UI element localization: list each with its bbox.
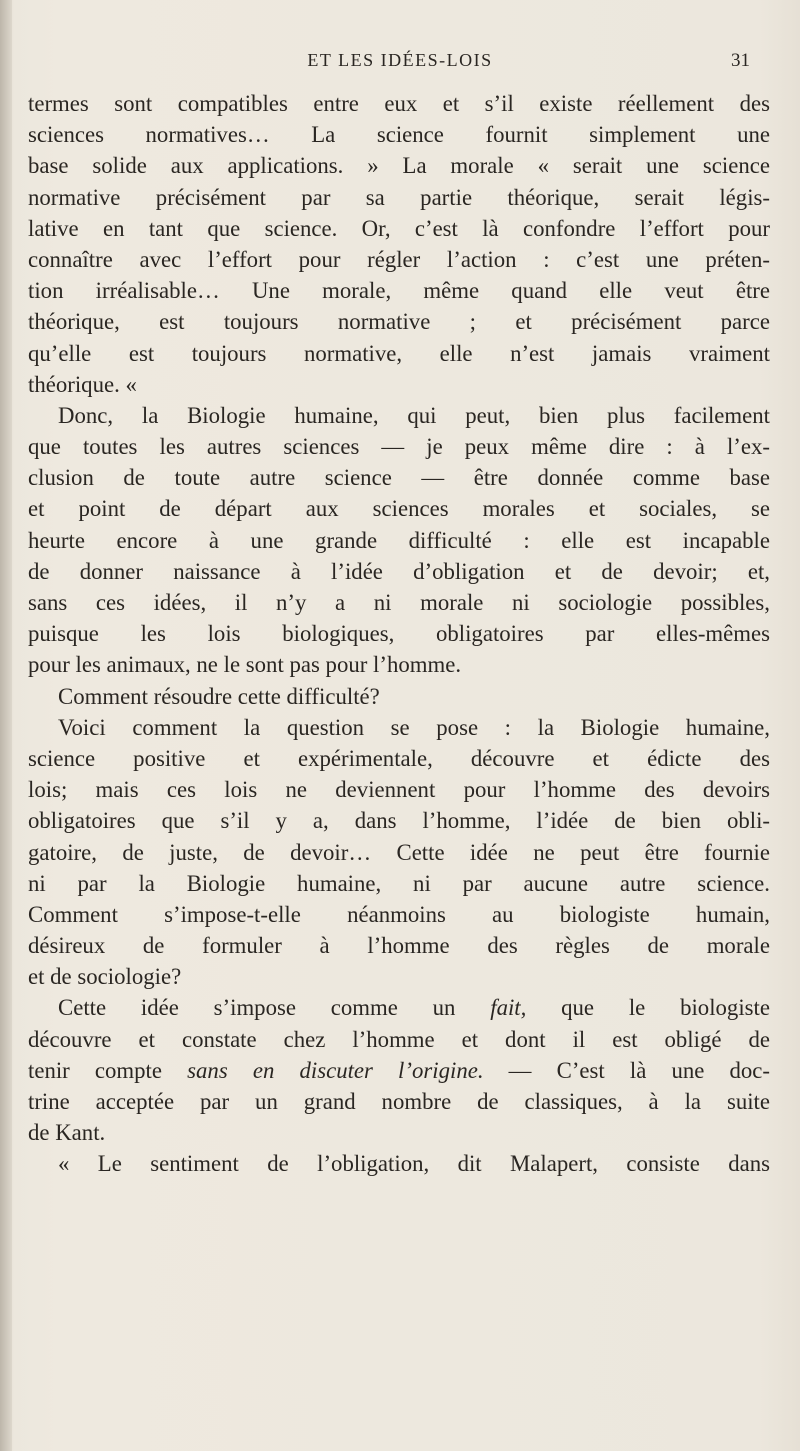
text-line: clusion de toute autre science — être donnée comme base xyxy=(28,465,770,491)
text-block-main xyxy=(28,88,770,992)
body-text xyxy=(28,88,770,1180)
text-line: découvre et constate chez l’homme et dont il est obligé de xyxy=(28,1026,770,1052)
text-line: puisque les lois biologiques, obligatoires par elles-mêmes xyxy=(28,621,770,647)
text-line: tion irréalisable… Une morale, même quand elle veut être xyxy=(28,278,770,304)
text-line: et point de départ aux sciences morales et sociales, se xyxy=(28,496,770,522)
text-line: Comment s’impose-t-elle néanmoins au biologiste humain, xyxy=(28,901,770,927)
text-line: de Kant. xyxy=(28,1120,106,1146)
text-line: science positive et expérimentale, découvre et édicte des xyxy=(28,745,770,771)
text-line: de donner naissance à l’idée d’obligation et de devoir; et, xyxy=(28,558,770,584)
text-line: connaître avec l’effort pour régler l’action : c’est une préten- xyxy=(28,246,770,272)
italic-emphasis: fait, xyxy=(490,995,527,1021)
text-line: lois; mais ces lois ne deviennent pour l’homme des devoirs xyxy=(28,777,770,803)
text-line: lative en tant que science. Or, c’est là confondre l’effort pour xyxy=(28,215,770,241)
page-header xyxy=(0,50,800,80)
text-line: « Le sentiment de l’obligation, dit Malapert, consiste dans xyxy=(58,1151,770,1177)
text-line: base solide aux applications. » La morale « serait une science xyxy=(28,153,770,179)
italic-emphasis: sans en discuter l’origine. xyxy=(187,1057,484,1083)
text-line: théorique, est toujours normative ; et précisément parce xyxy=(28,309,770,335)
text-line: ni par la Biologie humaine, ni par aucune autre science. xyxy=(28,870,770,896)
text-line: Voici comment la question se pose : la Biologie humaine, xyxy=(58,714,770,740)
text-block-after-2 xyxy=(28,1086,770,1180)
text-line: trine acceptée par un grand nombre de classiques, à la suite xyxy=(28,1089,770,1114)
text-line: sans ces idées, il n’y a ni morale ni sociologie possibles, xyxy=(28,590,770,615)
text-line: que toutes les autres sciences — je peux même dire : à l’ex- xyxy=(28,434,770,460)
text-block-after-1 xyxy=(28,1024,770,1055)
text-line: théorique. « xyxy=(28,371,137,397)
text-line: et de sociologie? xyxy=(28,964,182,990)
text-line: termes sont compatibles entre eux et s’il existe réellement des xyxy=(28,91,770,116)
text-line: gatoire, de juste, de devoir… Cette idée ne peut être fournie xyxy=(28,839,770,865)
text-line: sciences normatives… La science fournit simplement une xyxy=(28,122,770,148)
running-head: ET LES IDÉES-LOIS xyxy=(307,50,493,70)
text-line-italic-fait: Cette idée s’impose comme un fait, que le biologiste xyxy=(58,995,770,1021)
text-line: Comment résoudre cette difficulté? xyxy=(58,683,380,709)
text-line-italic-origine: tenir compte sans en discuter l’origine. — C’est là une doc- xyxy=(28,1057,771,1083)
page-number: 31 xyxy=(731,50,750,71)
text-line: obligatoires que s’il y a, dans l’homme, l’idée de bien obli- xyxy=(28,808,770,834)
page-gutter xyxy=(0,0,12,1451)
text-line: normative précisément par sa partie théorique, serait légis- xyxy=(28,184,770,210)
text-line: Donc, la Biologie humaine, qui peut, bien plus facilement xyxy=(58,402,770,428)
text-line: pour les animaux, ne le sont pas pour l’homme. xyxy=(28,652,462,678)
text-line: heurte encore à une grande difficulté : elle est incapable xyxy=(28,527,770,553)
text-line: désireux de formuler à l’homme des règles de morale xyxy=(28,933,770,959)
text-line: qu’elle est toujours normative, elle n’est jamais vraiment xyxy=(28,340,770,366)
